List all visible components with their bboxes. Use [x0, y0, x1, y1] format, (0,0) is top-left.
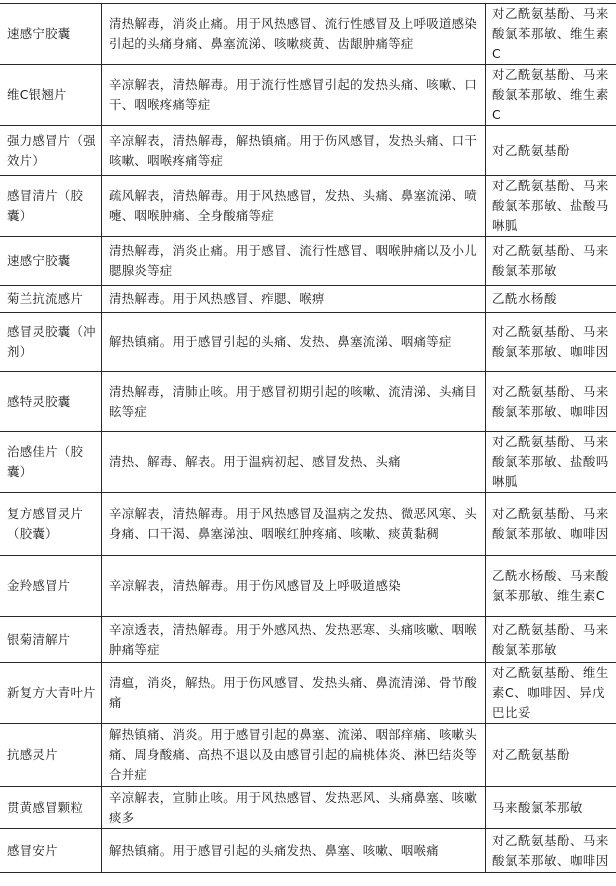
drug-ingredients: 马来酸氯苯那敏 — [486, 787, 616, 829]
drug-ingredients: 对乙酰氨基酚、马来酸氯苯那敏、咖啡因 — [486, 493, 616, 556]
drug-name: 银菊清解片 — [0, 617, 102, 663]
drug-ingredients: 对乙酰氨基酚、马来酸氯苯那敏 — [486, 617, 616, 663]
drug-ingredients: 对乙酰氨基酚 — [486, 126, 616, 176]
drug-name: 复方感冒灵片（胶囊） — [0, 493, 102, 556]
table-row — [0, 237, 616, 286]
table-row — [0, 724, 616, 787]
drug-name: 抗感灵片 — [0, 724, 102, 787]
drug-indication: 清热解毒，清肺止咳。用于感冒初期引起的咳嗽、流清涕、头痛目眩等症 — [102, 372, 486, 432]
drug-indication: 辛凉透表，清热解毒。用于外感风热、发热恶寒、头痛咳嗽、咽喉肿痛等症 — [102, 617, 486, 663]
table-row — [0, 4, 616, 65]
drug-ingredients: 乙酰水杨酸 — [486, 286, 616, 313]
drug-indication: 辛凉解表，清热解毒，解热镇痛。用于伤风感冒，发热头痛、口干咳嗽、咽喉疼痛等症 — [102, 126, 486, 176]
table-row — [0, 787, 616, 829]
drug-ingredients: 对乙酰氨基酚、马来酸氯苯那敏、咖啡因 — [486, 313, 616, 372]
drug-name: 感冒安片 — [0, 829, 102, 873]
drug-ingredients: 对乙酰氨基酚、马来酸氯苯那敏、盐酸吗啉胍 — [486, 432, 616, 493]
drug-name: 维C银翘片 — [0, 65, 102, 126]
table-row — [0, 176, 616, 237]
drug-indication: 清热、解毒、解表。用于温病初起、感冒发热、头痛 — [102, 432, 486, 493]
drug-ingredients: 对乙酰氨基酚、马来酸氯苯那敏、咖啡因 — [486, 829, 616, 873]
table-row — [0, 65, 616, 126]
drug-indication: 清热解毒。用于风热感冒、痄腮、喉痹 — [102, 286, 486, 313]
table-row — [0, 556, 616, 617]
drug-indication: 清热解毒，消炎止痛。用于感冒、流行性感冒、咽喉肿痛以及小儿腮腺炎等症 — [102, 237, 486, 286]
drug-ingredients: 对乙酰氨基酚、马来酸氯苯那敏、维生素C — [486, 4, 616, 65]
drug-ingredients: 对乙酰氨基酚、维生素C、咖啡因、异戊巴比妥 — [486, 663, 616, 724]
drug-ingredients: 对乙酰氨基酚、马来酸氯苯那敏、咖啡因 — [486, 372, 616, 432]
table-row — [0, 617, 616, 663]
drug-indication: 解热镇痛。用于感冒引起的头痛发热、鼻塞、咳嗽、咽喉痛 — [102, 829, 486, 873]
drug-ingredients: 对乙酰氨基酚、马来酸氯苯那敏、维生素C — [486, 65, 616, 126]
drug-ingredients: 对乙酰氨基酚、马来酸氯苯那敏、盐酸马啉胍 — [486, 176, 616, 237]
table-row — [0, 372, 616, 432]
drug-indication: 清热解毒，消炎止痛。用于风热感冒、流行性感冒及上呼吸道感染引起的头痛身痛、鼻塞流涕、咳嗽痰黄、齿龈肿痛等症 — [102, 4, 486, 65]
table-row — [0, 313, 616, 372]
drug-name: 感特灵胶囊 — [0, 372, 102, 432]
drug-indication: 清瘟，消炎，解热。用于伤风感冒、发热头痛、鼻流清涕、骨节酸痛 — [102, 663, 486, 724]
table-row — [0, 126, 616, 176]
drug-name: 速感宁胶囊 — [0, 237, 102, 286]
drug-name: 金羚感冒片 — [0, 556, 102, 617]
drug-name: 治感佳片（胶囊） — [0, 432, 102, 493]
drug-indication: 解热镇痛、消炎。用于感冒引起的鼻塞、流涕、咽部痒痛、咳嗽头痛、周身酸痛、高热不退以及由感冒引起的扁桃体炎、淋巴结炎等合并症 — [102, 724, 486, 787]
drug-ingredients: 乙酰水杨酸、马来酸氯苯那敏、维生素C — [486, 556, 616, 617]
cold-medicine-table — [0, 3, 616, 873]
drug-name: 感冒灵胶囊（冲剂） — [0, 313, 102, 372]
drug-ingredients: 对乙酰氨基酚 — [486, 724, 616, 787]
drug-name: 速感宁胶囊 — [0, 4, 102, 65]
table-row — [0, 432, 616, 493]
drug-indication: 辛凉解表，宣肺止咳。用于风热感冒、发热恶风、头痛鼻塞、咳嗽痰多 — [102, 787, 486, 829]
drug-indication: 辛凉解表，清热解毒。用于流行性感冒引起的发热头痛、咳嗽、口干、咽喉疼痛等症 — [102, 65, 486, 126]
table-row — [0, 829, 616, 873]
drug-ingredients: 对乙酰氨基酚、马来酸氯苯那敏 — [486, 237, 616, 286]
table-row — [0, 493, 616, 556]
table-row — [0, 286, 616, 313]
drug-indication: 辛凉解表，清热解毒。用于伤风感冒及上呼吸道感染 — [102, 556, 486, 617]
drug-name: 贯黄感冒颗粒 — [0, 787, 102, 829]
drug-name: 感冒清片（胶囊） — [0, 176, 102, 237]
drug-indication: 疏风解表，清热解毒。用于风热感冒，发热、头痛、鼻塞流涕、喷嚏、咽喉肿痛、全身酸痛等症 — [102, 176, 486, 237]
drug-name: 菊兰抗流感片 — [0, 286, 102, 313]
drug-name: 强力感冒片（强效片） — [0, 126, 102, 176]
drug-indication: 解热镇痛。用于感冒引起的头痛、发热、鼻塞流涕、咽痛等症 — [102, 313, 486, 372]
drug-indication: 辛凉解表，清热解毒。用于风热感冒及温病之发热、微恶风寒、头身痛、口干渴、鼻塞涕浊、咽喉红肿疼痛、咳嗽、痰黄黏稠 — [102, 493, 486, 556]
table-row — [0, 663, 616, 724]
drug-name: 新复方大青叶片 — [0, 663, 102, 724]
